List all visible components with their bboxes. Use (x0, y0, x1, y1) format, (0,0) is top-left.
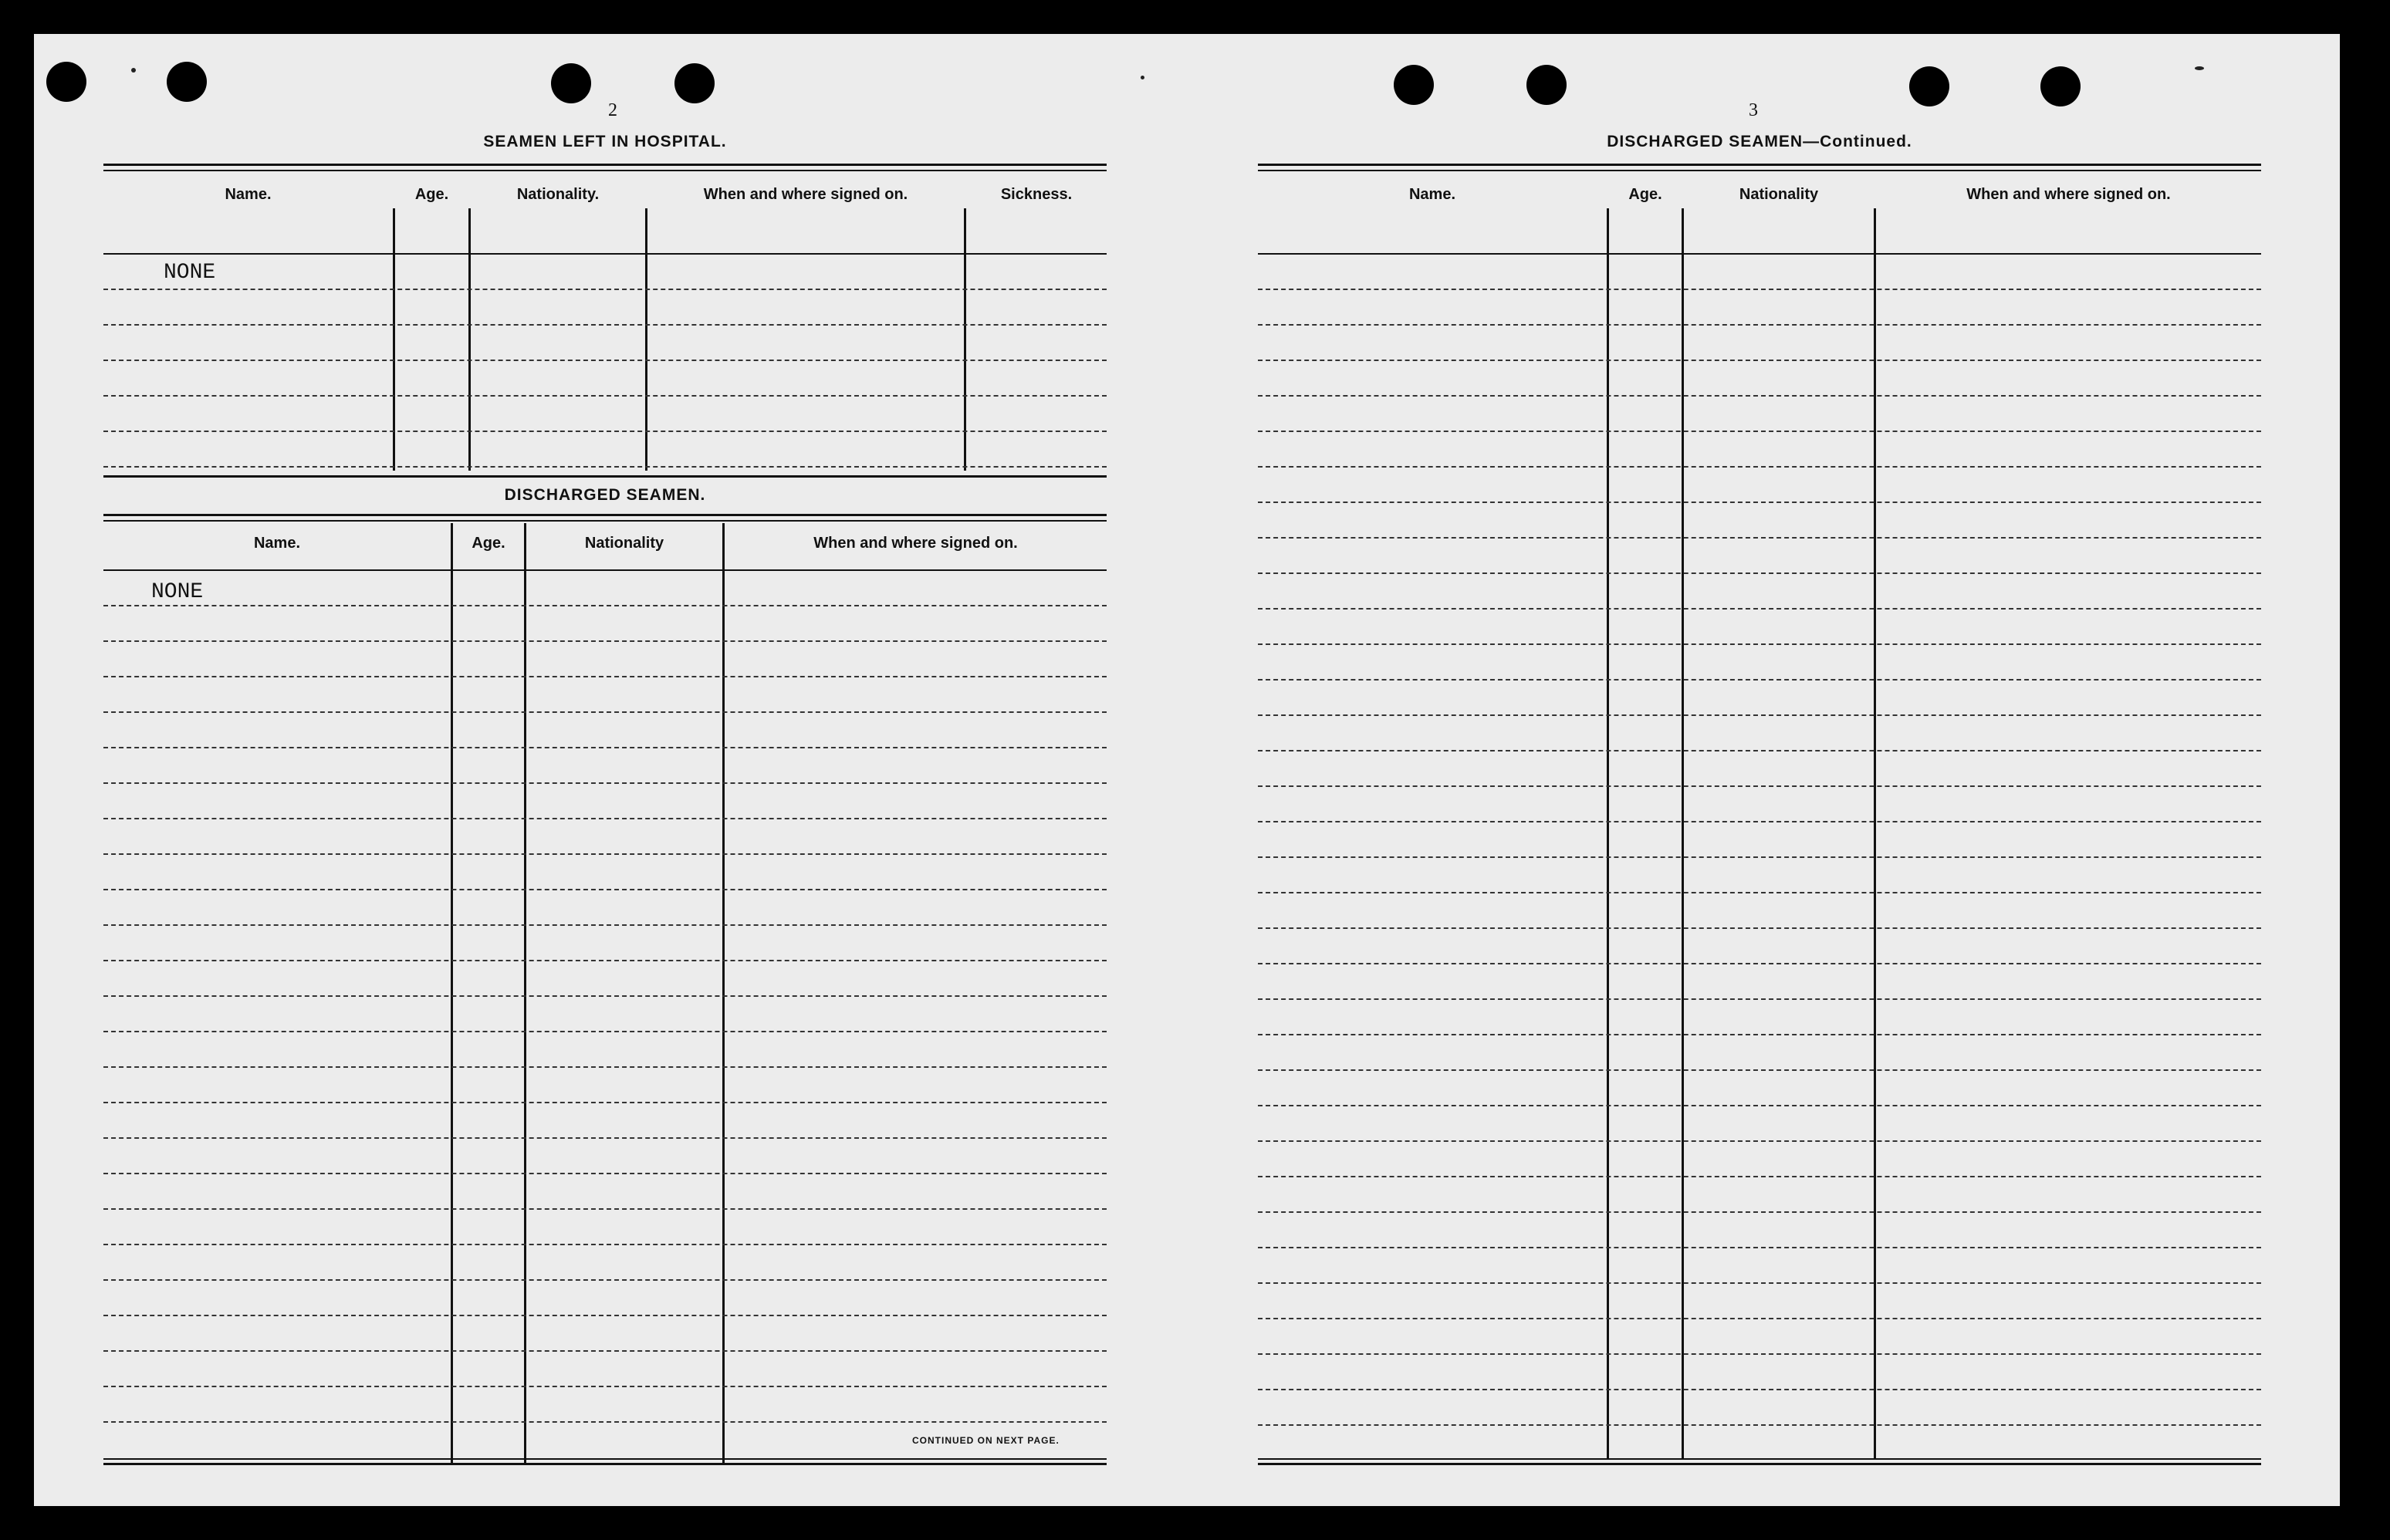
col-header-name: Name. (225, 186, 272, 203)
page-number-right: 3 (1749, 100, 1758, 120)
hospital-name-entry: NONE (164, 261, 216, 285)
col-header-nationality: Nationality. (516, 186, 600, 203)
ink-speck (1141, 76, 1144, 79)
punch-hole (167, 62, 207, 102)
continued-footer: CONTINUED ON NEXT PAGE. (912, 1435, 1060, 1446)
punch-hole (551, 63, 591, 103)
col-header-name: Name. (1408, 186, 1456, 203)
col-header-when-where: When and where signed on. (813, 535, 1018, 552)
discharged-table-left (103, 514, 1107, 1471)
punch-hole (46, 62, 86, 102)
discharged-table-right (1258, 164, 2261, 1475)
col-header-name: Name. (253, 535, 301, 552)
page-number-left: 2 (608, 100, 617, 120)
right-section-title-main: DISCHARGED SEAMEN (1607, 133, 1803, 150)
col-header-sickness: Sickness. (1000, 186, 1073, 203)
discharged-name-entry: NONE (151, 580, 204, 604)
discharged-section-title: DISCHARGED SEAMEN. (504, 486, 706, 504)
right-section-title-suffix: —Continued. (1803, 133, 1912, 150)
col-header-nationality: Nationality (584, 535, 664, 552)
col-header-age: Age. (414, 186, 449, 203)
col-header-age: Age. (1628, 186, 1662, 203)
ledger-sheet (34, 34, 2340, 1506)
punch-hole (2040, 66, 2081, 106)
ink-speck (131, 68, 136, 73)
hospital-section-title: SEAMEN LEFT IN HOSPITAL. (483, 133, 727, 150)
col-header-age: Age. (472, 535, 505, 552)
hospital-table (103, 164, 1107, 472)
col-header-when-where: When and where signed on. (703, 186, 908, 203)
col-header-nationality: Nationality (1739, 186, 1819, 203)
right-section-title (1258, 133, 2261, 151)
ink-speck (2195, 66, 2204, 70)
punch-hole (1526, 65, 1567, 105)
punch-hole (1909, 66, 1949, 106)
punch-hole (1394, 65, 1434, 105)
col-header-when-where: When and where signed on. (1966, 186, 2171, 203)
punch-hole (674, 63, 715, 103)
